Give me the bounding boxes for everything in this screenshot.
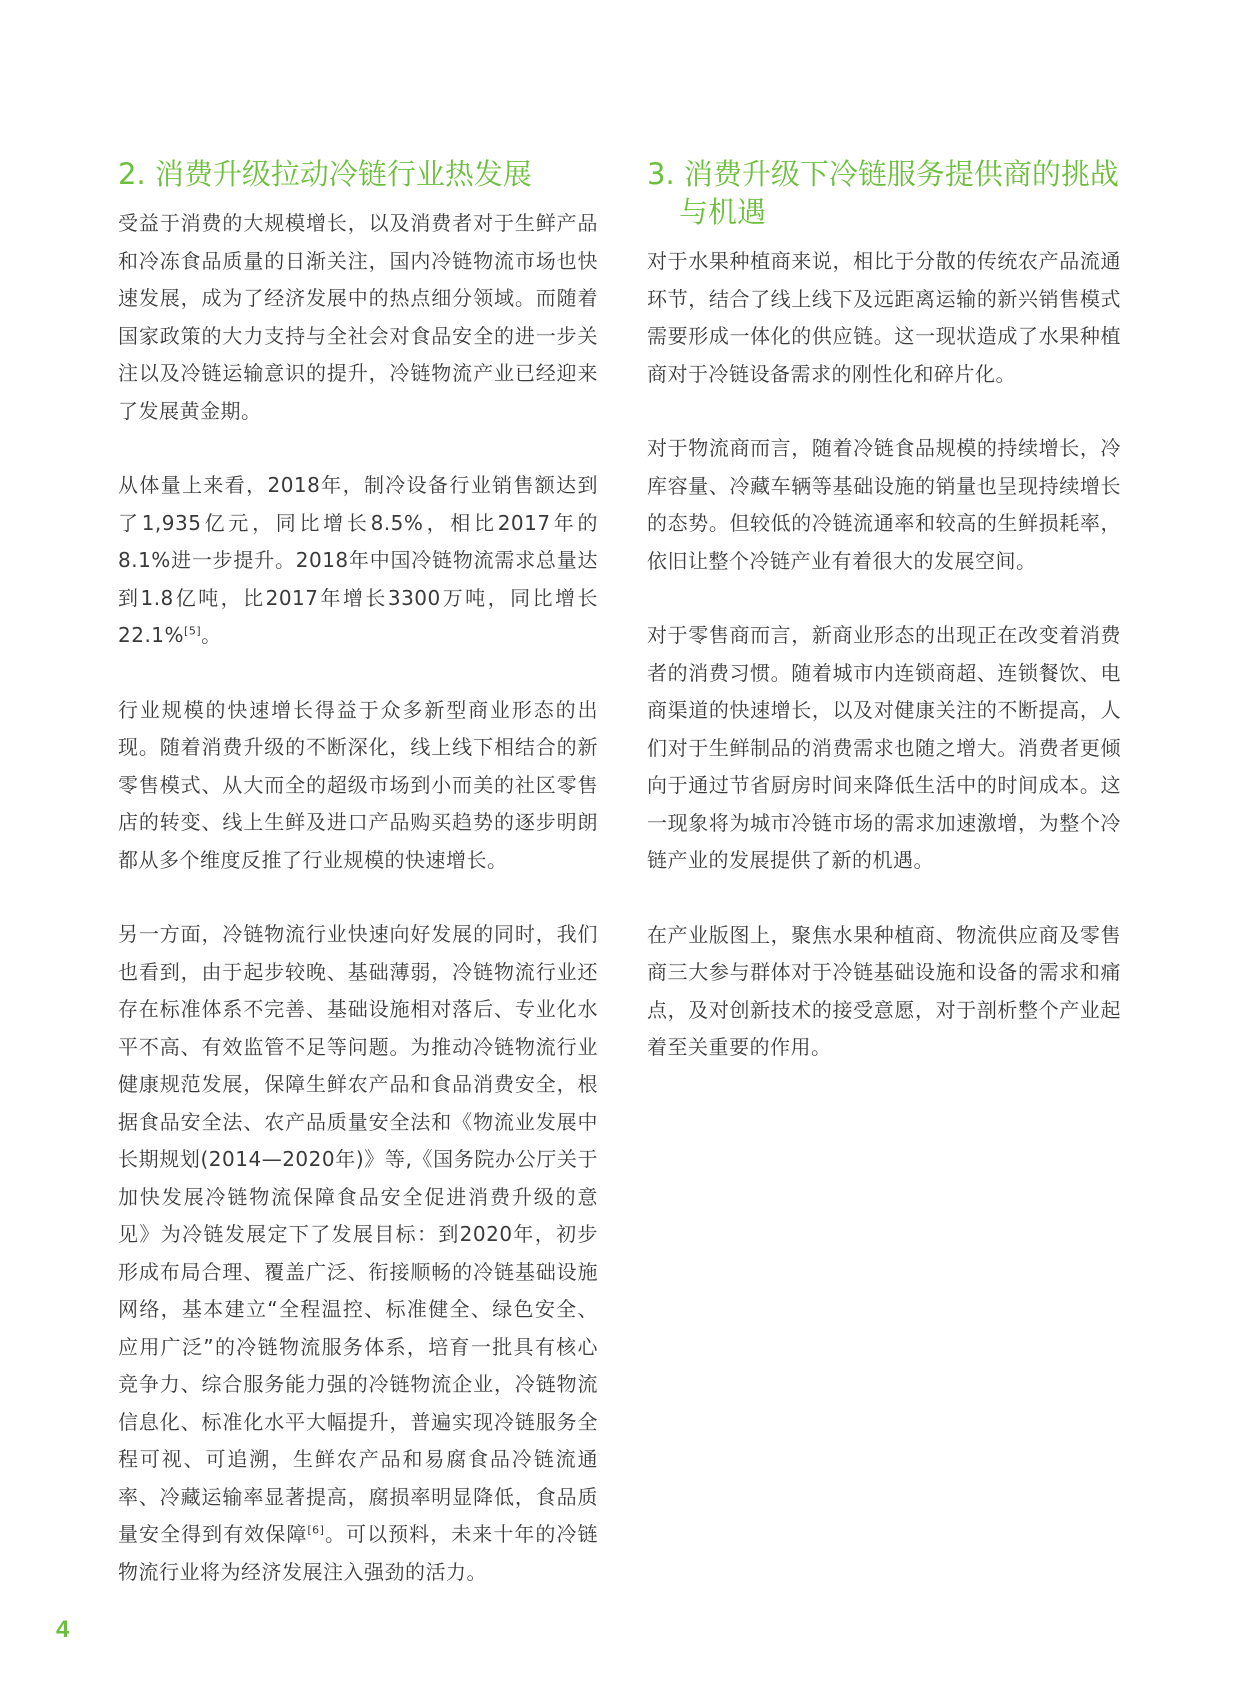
page-number: 4: [56, 1616, 70, 1643]
section-heading-2: 2. 消费升级拉动冷链行业热发展: [118, 157, 532, 191]
reference-6: [6]: [307, 1523, 325, 1537]
right-paragraph-4: 在产业版图上，聚焦水果种植商、物流供应商及零售商三大参与群体对于冷链基础设施和设备的需求和痛点，及对创新技术的接受意愿，对于剖析整个产业起着至关重要的作用。: [647, 922, 1121, 1059]
left-paragraph-2-text: 从体量上来看，2018年，制冷设备行业销售额达到了1,935亿元，同比增长8.5%，相比2017年的8.1%进一步提升。2018年中国冷链物流需求总量达到1.8亿吨，比2017年增长3300万吨，同比增长22.1%: [118, 473, 598, 647]
left-paragraph-2-end: 。: [201, 623, 222, 647]
left-paragraph-4: [118, 916, 598, 1591]
section-heading-3: 3. 消费升级下冷链服务提供商的挑战与机遇: [647, 157, 1119, 229]
left-paragraph-4-text: 另一方面，冷链物流行业快速向好发展的同时，我们也看到，由于起步较晚、基础薄弱，冷链物流行业还存在标准体系不完善、基础设施相对落后、专业化水平不高、有效监管不足等问题。为推动冷链物流行业健康规范发展，保障生鲜农产品和食品消费安全，根据食品安全法、农产品质量安全法和《物流业发展中长期规划(2014—2020年)》等,《国务院办公厅关于加快发展冷链物流保障食品安全促进消费升级的意见》为冷链发展定下了发展目标：到2020年，初步形成布局合理、覆盖广泛、衔接顺畅的冷链基础设施网络，基本建立“全程温控、标准健全、绿色安全、应用广泛”的冷链物流服务体系，培育一批具有核心竞争力、综合服务能力强的冷链物流企业，冷链物流信息化、标准化水平大幅提升，普遍实现冷链服务全程可视、可追溯，生鲜农产品和易腐食品冷链流通率、冷藏运输率显著提高，腐损率明显降低，食品质量安全得到有效保障: [118, 922, 598, 1546]
right-column: [647, 155, 1121, 1104]
reference-5: [5]: [184, 624, 202, 638]
left-paragraph-4-end: 。可以预料，未来十年的冷链物流行业将为经济发展注入强劲的活力。: [118, 1522, 599, 1584]
left-paragraph-2: [118, 467, 598, 655]
left-paragraph-3: 行业规模的快速增长得益于众多新型商业形态的出现。随着消费升级的不断深化，线上线下相结合的新零售模式、从大而全的超级市场到小而美的社区零售店的转变、线上生鲜及进口产品购买趋势的逐步明朗都从多个维度反推了行业规模的快速增长。: [118, 697, 598, 872]
left-paragraph-1: 受益于消费的大规模增长，以及消费者对于生鲜产品和冷冻食品质量的日渐关注，国内冷链物流市场也快速发展，成为了经济发展中的热点细分领域。而随着国家政策的大力支持与全社会对食品安全的进一步关注以及冷链运输意识的提升，冷链物流产业已经迎来了发展黄金期。: [118, 211, 598, 423]
left-column: [118, 155, 598, 1628]
right-paragraph-1: 对于水果种植商来说，相比于分散的传统农产品流通环节，结合了线上线下及远距离运输的新兴销售模式需要形成一体化的供应链。这一现状造成了水果种植商对于冷链设备需求的刚性化和碎片化。: [647, 249, 1121, 386]
right-paragraph-3: 对于零售商而言，新商业形态的出现正在改变着消费者的消费习惯。随着城市内连锁商超、连锁餐饮、电商渠道的快速增长，以及对健康关注的不断提高，人们对于生鲜制品的消费需求也随之增大。消费者更倾向于通过节省厨房时间来降低生活中的时间成本。这一现象将为城市冷链市场的需求加速激增，为整个冷链产业的发展提供了新的机遇。: [647, 623, 1121, 872]
right-paragraph-2: 对于物流商而言，随着冷链食品规模的持续增长，冷库容量、冷藏车辆等基础设施的销量也呈现持续增长的态势。但较低的冷链流通率和较高的生鲜损耗率，依旧让整个冷链产业有着很大的发展空间。: [647, 436, 1121, 573]
